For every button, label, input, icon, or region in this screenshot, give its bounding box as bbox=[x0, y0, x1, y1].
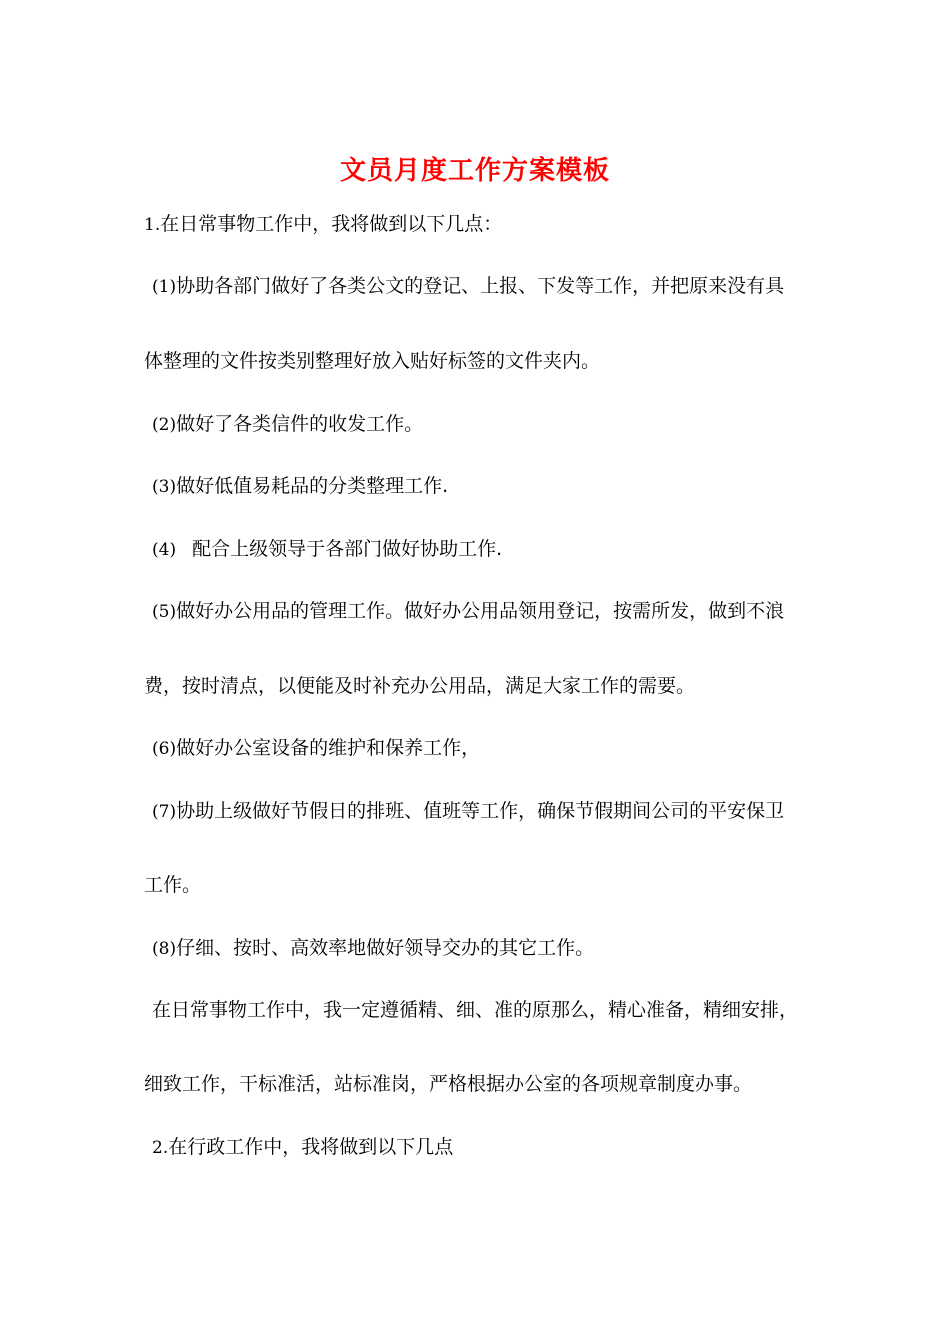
line-text: 仔细、按时、高效率地做好领导交办的其它工作。 bbox=[176, 937, 595, 959]
paragraph-line bbox=[152, 997, 798, 1024]
line-text: 费，按时清点，以便能及时补充办公用品，满足大家工作的需要。 bbox=[144, 675, 696, 697]
paragraph-line bbox=[144, 211, 502, 238]
line-text: 做好办公用品的管理工作。做好办公用品领用登记，按需所发，做到不浪 bbox=[176, 600, 785, 622]
item-number: (6) bbox=[152, 739, 177, 759]
item-number: (5) bbox=[152, 602, 177, 622]
line-text: 工作。 bbox=[144, 874, 202, 896]
item-number: (7) bbox=[152, 802, 177, 822]
item-number: 2. bbox=[152, 1138, 169, 1158]
paragraph-line bbox=[152, 735, 480, 762]
paragraph-line bbox=[152, 1134, 453, 1161]
line-text: 在行政工作中，我将做到以下几点 bbox=[168, 1136, 454, 1158]
paragraph-line bbox=[152, 411, 423, 438]
paragraph-line bbox=[144, 348, 600, 375]
item-number: 1. bbox=[144, 215, 161, 235]
line-text: 做好了各类信件的收发工作。 bbox=[176, 413, 424, 435]
line-text: 做好办公室设备的维护和保养工作， bbox=[176, 737, 481, 759]
line-text: 体整理的文件按类别整理好放入贴好标签的文件夹内。 bbox=[144, 350, 601, 372]
item-number: (8) bbox=[152, 939, 177, 959]
line-text: 细致工作，干标准活，站标准岗，严格根据办公室的各项规章制度办事。 bbox=[144, 1073, 753, 1095]
paragraph-line bbox=[152, 536, 502, 563]
line-text: 协助各部门做好了各类公文的登记、上报、下发等工作，并把原来没有具 bbox=[176, 275, 785, 297]
paragraph-line bbox=[144, 1071, 752, 1098]
item-number: (1) bbox=[152, 277, 177, 297]
document-title: 文员月度工作方案模板 bbox=[339, 156, 610, 186]
line-text: 在日常事物工作中，我将做到以下几点： bbox=[160, 213, 503, 235]
item-number: (2) bbox=[152, 415, 177, 435]
paragraph-line bbox=[152, 473, 448, 500]
line-text: 做好低值易耗品的分类整理工作. bbox=[176, 475, 449, 497]
paragraph-line bbox=[152, 935, 594, 962]
paragraph-line bbox=[152, 598, 784, 625]
item-number: (4) bbox=[152, 540, 177, 560]
paragraph-line bbox=[144, 673, 695, 700]
line-text: 在日常事物工作中，我一定遵循精、细、准的原那么，精心准备，精细安排， bbox=[152, 999, 799, 1021]
paragraph-line bbox=[144, 872, 201, 899]
line-text: 协助上级做好节假日的排班、值班等工作，确保节假期间公司的平安保卫 bbox=[176, 800, 785, 822]
line-text: 配合上级领导于各部门做好协助工作. bbox=[192, 538, 503, 560]
item-number: (3) bbox=[152, 477, 177, 497]
paragraph-line bbox=[152, 798, 784, 825]
paragraph-line bbox=[152, 273, 784, 300]
